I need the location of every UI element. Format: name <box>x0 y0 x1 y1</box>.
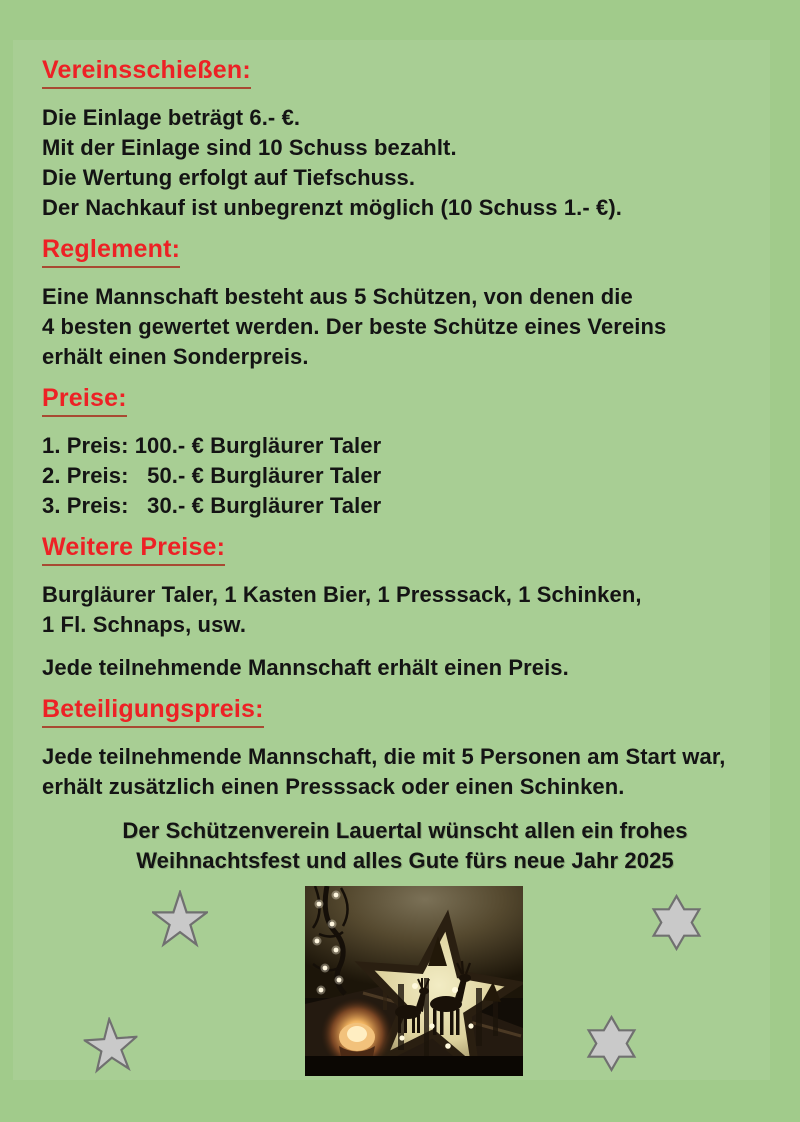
text-line: Die Einlage beträgt 6.- €. <box>42 105 301 130</box>
text-line: Burgläurer Taler, 1 Kasten Bier, 1 Presssack, 1 Schinken, <box>42 582 642 607</box>
paragraph <box>42 103 768 223</box>
section-heading-text: Vereinsschießen: <box>42 57 251 89</box>
section-heading <box>42 236 768 268</box>
section-heading <box>42 696 768 728</box>
text-line: 1 Fl. Schnaps, usw. <box>42 612 247 637</box>
paragraph <box>42 580 768 640</box>
text-line: erhält einen Sonderpreis. <box>42 344 309 369</box>
text-line: Der Nachkauf ist unbegrenzt möglich (10 Schuss 1.- €). <box>42 195 622 220</box>
text-line: 2. Preis: 50.- € Burgläurer Taler <box>42 463 382 488</box>
section-heading-text: Preise: <box>42 385 127 417</box>
paragraph <box>42 431 768 521</box>
closing-line: Weihnachtsfest und alles Gute fürs neue Jahr 2025 <box>136 848 674 873</box>
section-heading <box>42 57 768 89</box>
six-point-star-icon <box>584 1015 639 1072</box>
section-heading-text: Reglement: <box>42 236 180 268</box>
section-heading-text: Weitere Preise: <box>42 534 225 566</box>
paragraph <box>42 653 768 683</box>
text-line: 3. Preis: 30.- € Burgläurer Taler <box>42 493 382 518</box>
text-line: Die Wertung erfolgt auf Tiefschuss. <box>42 165 416 190</box>
five-point-star-icon <box>152 890 208 948</box>
text-line: Eine Mannschaft besteht aus 5 Schützen, von denen die <box>42 284 633 309</box>
christmas-photo <box>305 886 523 1076</box>
paragraph <box>42 742 768 802</box>
text-sections <box>42 57 768 876</box>
five-point-star-icon <box>82 1015 140 1075</box>
closing-line: Der Schützenverein Lauertal wünscht allen ein frohes <box>122 818 688 843</box>
text-line: 4 besten gewertet werden. Der beste Schütze eines Vereins <box>42 314 667 339</box>
text-line: Jede teilnehmende Mannschaft erhält einen Preis. <box>42 655 569 680</box>
six-point-star-icon <box>649 894 704 951</box>
text-line: 1. Preis: 100.- € Burgläurer Taler <box>42 433 382 458</box>
text-line: erhält zusätzlich einen Presssack oder einen Schinken. <box>42 774 625 799</box>
closing-message <box>42 816 768 876</box>
text-line: Mit der Einlage sind 10 Schuss bezahlt. <box>42 135 457 160</box>
section-heading <box>42 385 768 417</box>
text-line: Jede teilnehmende Mannschaft, die mit 5 Personen am Start war, <box>42 744 726 769</box>
paragraph <box>42 282 768 372</box>
section-heading-text: Beteiligungspreis: <box>42 696 264 728</box>
section-heading <box>42 534 768 566</box>
